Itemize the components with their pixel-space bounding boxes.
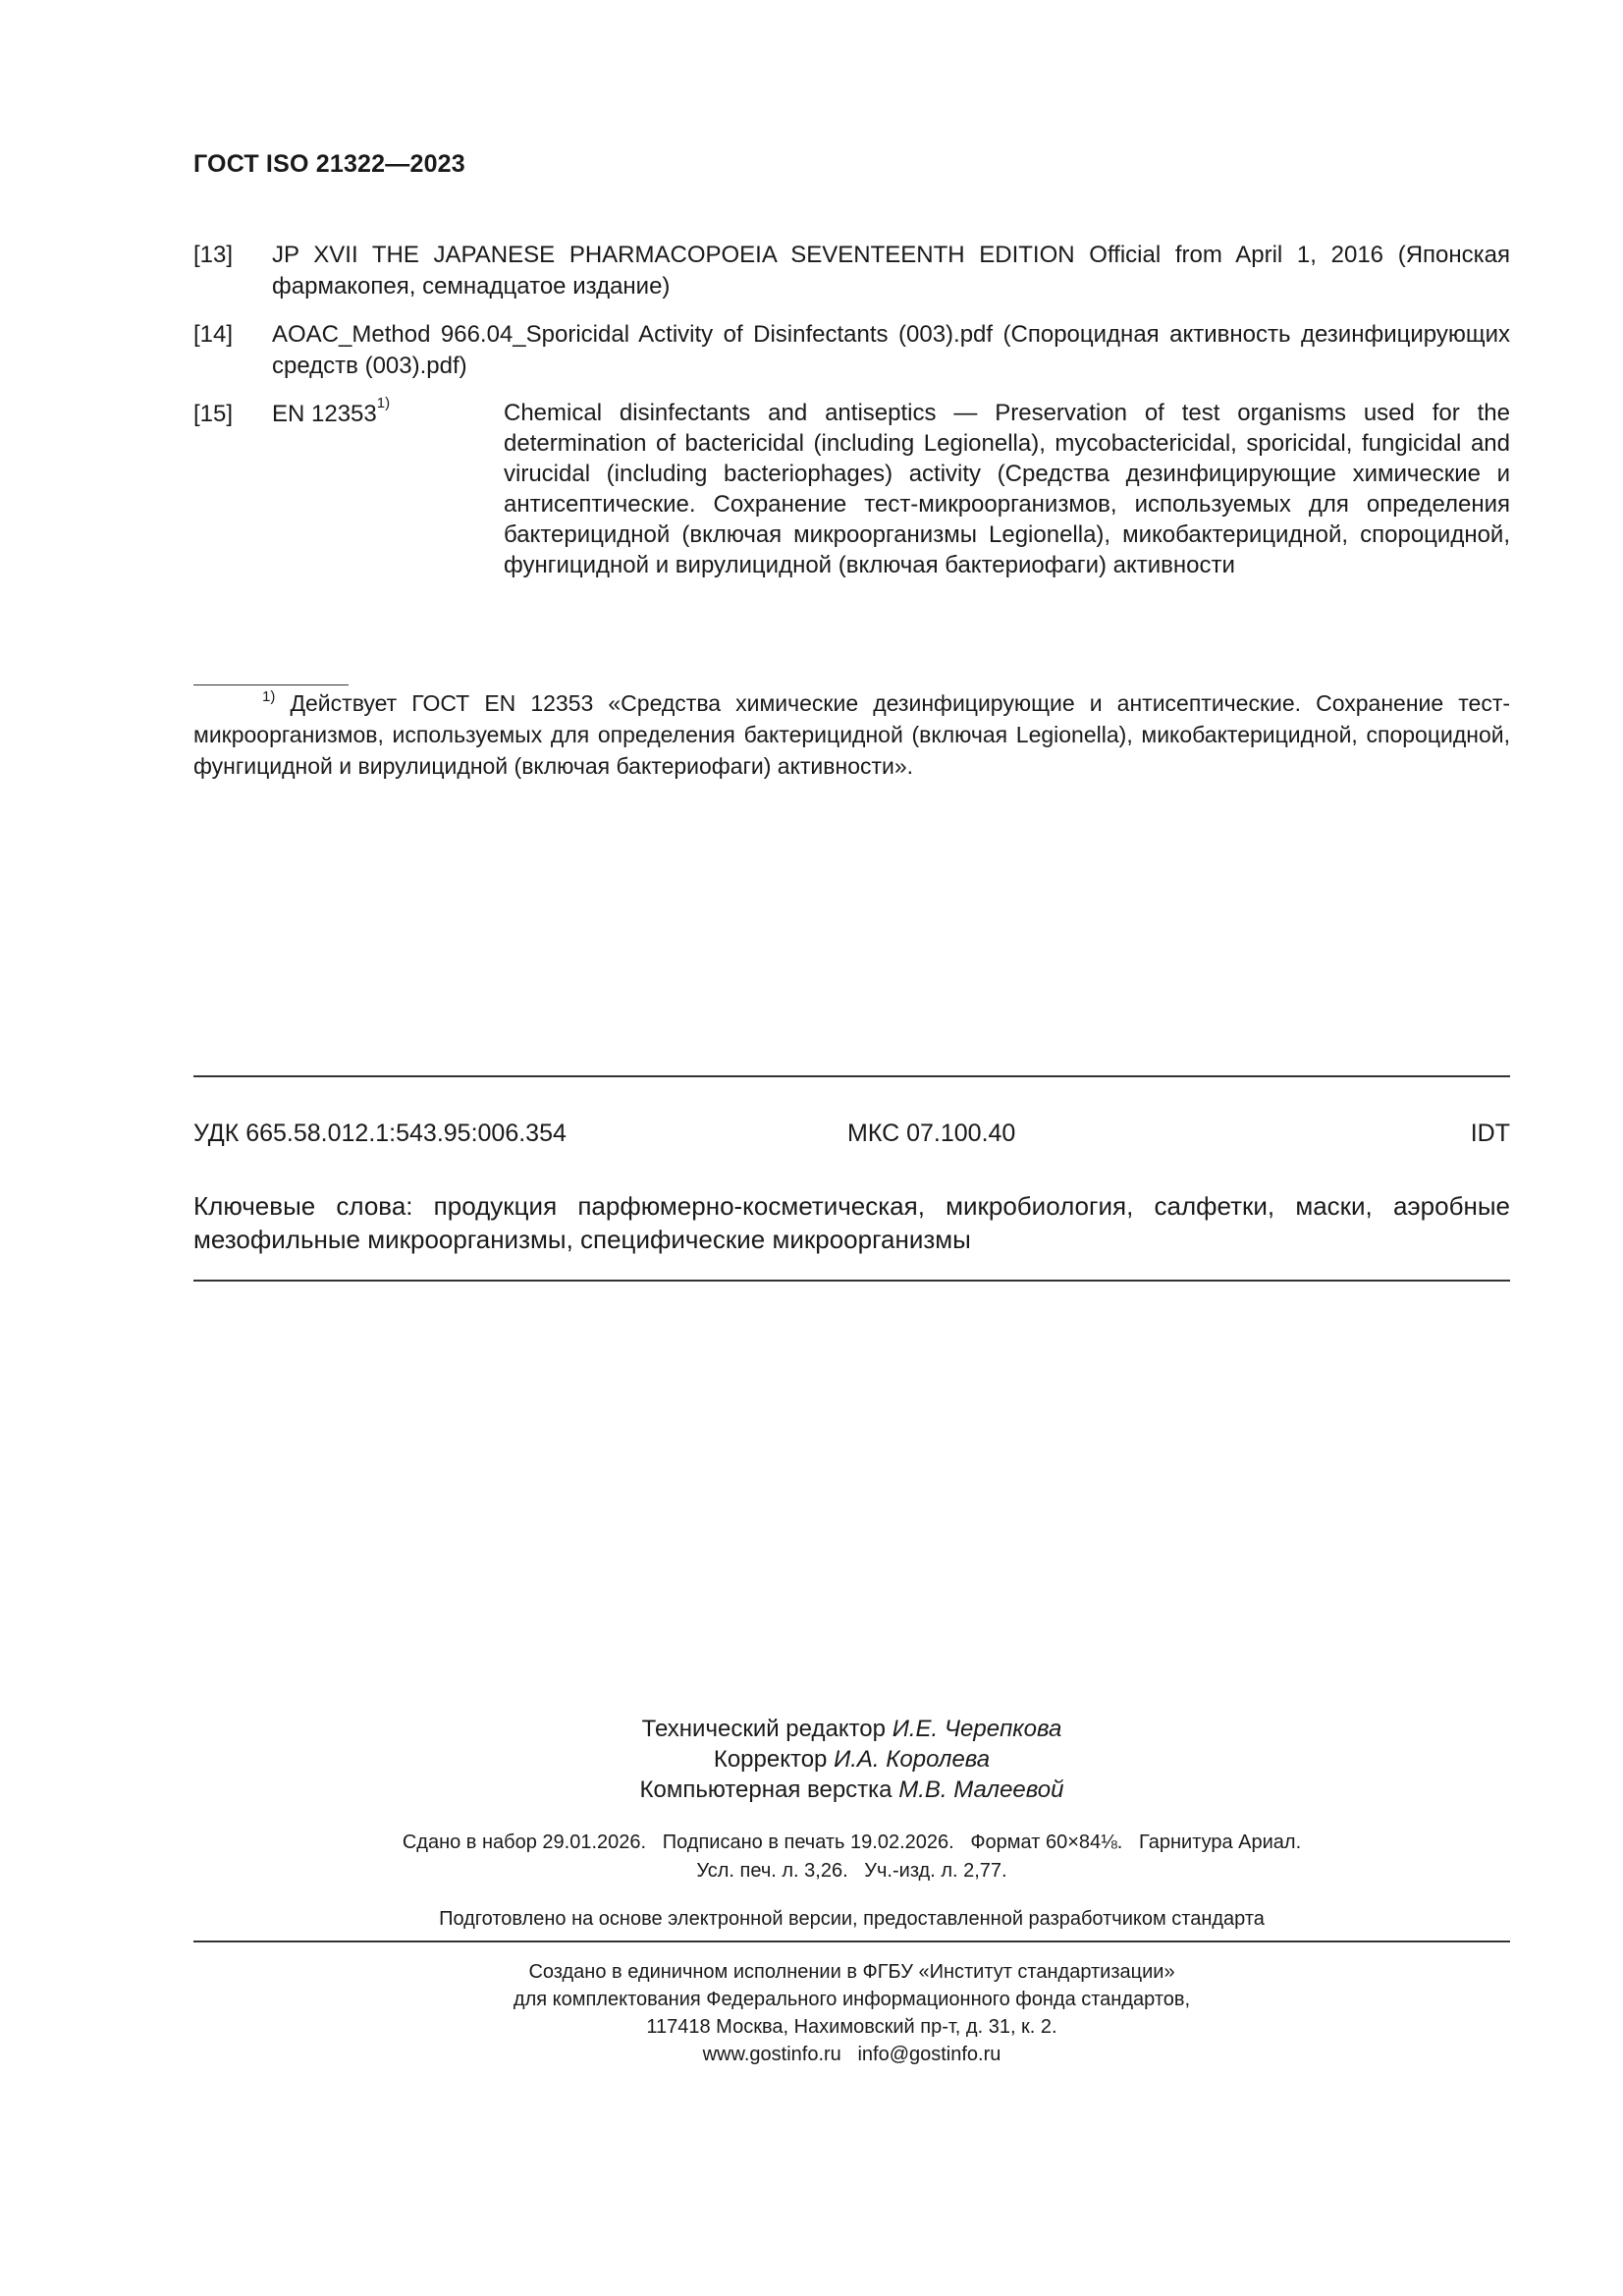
footnote-separator: [193, 684, 349, 685]
mks-code: МКС 07.100.40: [847, 1120, 1016, 1147]
footnote-ref-marker: 1): [376, 395, 391, 411]
credits: [193, 1714, 1510, 1805]
reference-text: AOAC_Method 966.04_Sporicidal Activity of Disinfectants (003).pdf (Спороцидная активность дезинфицирующих средств (003).pdf): [272, 321, 1510, 379]
reference-code: [272, 395, 391, 428]
document-header: ГОСТ ISO 21322—2023: [193, 150, 465, 178]
publisher-line3: 117418 Москва, Нахимовский пр-т, д. 31, к. 2.: [646, 2016, 1057, 2038]
reference-text: JP XVII THE JAPANESE PHARMACOPOEIA SEVENTEENTH EDITION Official from April 1, 2016 (Японская фармакопея, семнадцатое издание): [272, 242, 1510, 300]
rule-top: [193, 1075, 1510, 1077]
corrector-line: [193, 1744, 1510, 1775]
prepared-note: Подготовлено на основе электронной версии, предоставленной разработчиком стандарта: [439, 1908, 1265, 1930]
layout-name: М.В. Малеевой: [898, 1777, 1064, 1803]
layout-line: [193, 1775, 1510, 1805]
publisher-line1: Создано в единичном исполнении в ФГБУ «Институт стандартизации»: [528, 1961, 1175, 1983]
layout-label: Компьютерная верстка: [639, 1777, 893, 1803]
print-info-line1: Сдано в набор 29.01.2026. Подписано в печать 19.02.2026. Формат 60×84⅛. Гарнитура Ариал.: [402, 1831, 1302, 1853]
tech-editor-name: И.Е. Черепкова: [892, 1716, 1062, 1742]
classification-row: [193, 1120, 1510, 1149]
tech-editor-line: [193, 1714, 1510, 1744]
tech-editor-label: Технический редактор: [641, 1716, 887, 1742]
footnote: [193, 687, 1510, 782]
corrector-name: И.А. Королева: [834, 1746, 991, 1773]
idt-label: IDT: [1470, 1120, 1510, 1147]
reference-text: Chemical disinfectants and antiseptics — Preservation of test organisms used for the determination of bactericidal (including Legionella), mycobactericidal, sporicidal, fungicidal and virucidal (including bacteriophages) activity (Средства дезинфицирующие химические и антисептические. Сохранение тест-микроорганизмов, используемых для определения бактерицидной (включая микроорганизмы Legionella), микобактерицидной, спороцидной, фунгицидной и вирулицидной (включая бактериофаги) активности: [504, 400, 1510, 578]
udk-code: УДК 665.58.012.1:543.95:006.354: [193, 1120, 567, 1147]
print-info-line2: Усл. печ. л. 3,26. Уч.-изд. л. 2,77.: [696, 1860, 1007, 1882]
rule-publisher: [193, 1941, 1510, 1942]
publisher-info: [193, 1958, 1510, 2068]
footnote-text: Действует ГОСТ EN 12353 «Средства химические дезинфицирующие и антисептические. Сохранение тест-микроорганизмов, используемых для определения бактерицидной (включая Legionella), микобактерицидной, спороцидной, фунгицидной и вирулицидной (включая бактериофаги) активности».: [193, 690, 1511, 779]
reference-number: [15]: [193, 401, 234, 427]
keywords: Ключевые слова: продукция парфюмерно-косметическая, микробиология, салфетки, маски, аэробные мезофильные микроорганизмы, специфические микроорганизмы: [193, 1191, 1510, 1254]
footnote-marker: 1): [262, 688, 276, 705]
reference-number: [13]: [193, 242, 234, 268]
publisher-line4: www.gostinfo.ru info@gostinfo.ru: [702, 2044, 1001, 2065]
corrector-label: Корректор: [713, 1746, 828, 1773]
reference-number: [14]: [193, 321, 234, 348]
reference-code-text: EN 12353: [272, 401, 377, 427]
print-info: [193, 1829, 1510, 1886]
publisher-line2: для комплектования Федерального информационного фонда стандартов,: [513, 1989, 1191, 2010]
rule-bottom: [193, 1280, 1510, 1282]
